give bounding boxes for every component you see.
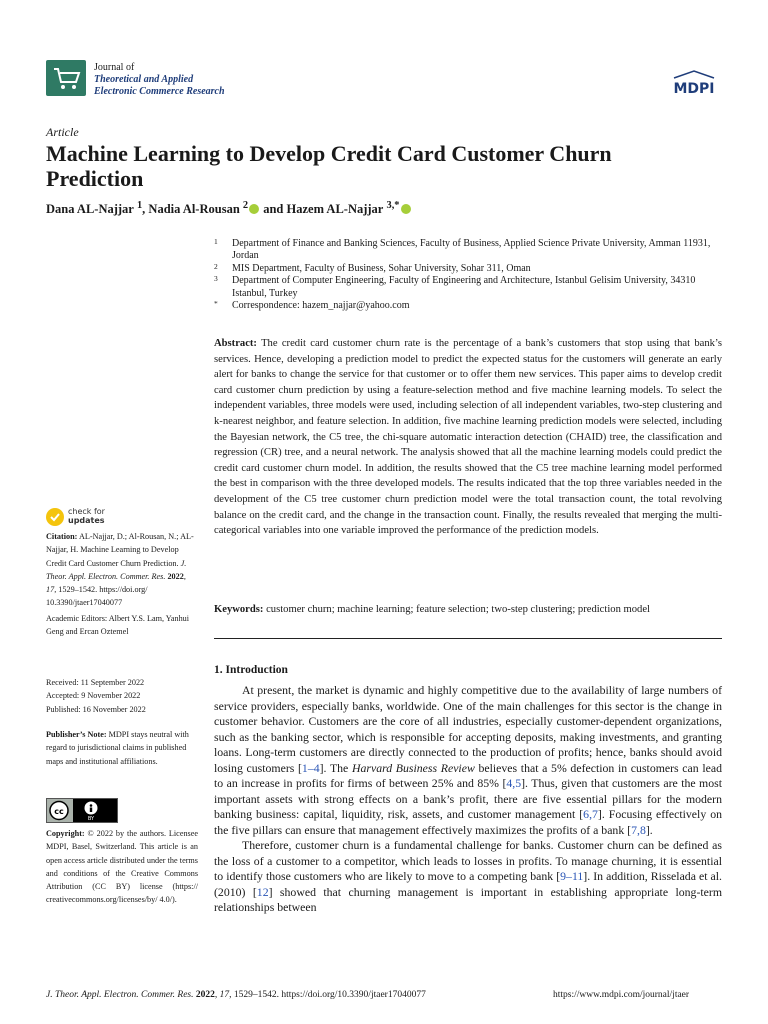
correspondence-text: Correspondence: hazem_najjar@yahoo.com <box>232 300 410 312</box>
accepted-date: Accepted: 9 November 2022 <box>46 691 141 701</box>
publication-dates <box>46 676 198 716</box>
check-for-updates-button[interactable] <box>68 507 105 525</box>
keywords <box>214 603 724 617</box>
keywords-text: customer churn; machine learning; feature selection; two-step clustering; prediction model <box>266 604 650 615</box>
publisher-note-text: MDPI stays neutral with regard to jurisdictional claims in published maps and institutional affiliations. <box>46 730 189 766</box>
paragraph-text: believes that a 5% defection in customers can lead to an increase in profits for firms of between 25% and 85% [ <box>214 760 722 790</box>
citation-doi[interactable]: , 1529–1542. https://doi.org/ 10.3390/jtaer17040077 <box>46 585 148 608</box>
copyright-label: Copyright: <box>46 829 85 838</box>
journal-name-line3: Electronic Commerce Research <box>94 86 225 97</box>
citation-volume: 17 <box>46 585 55 595</box>
citation-link[interactable]: 12 <box>256 884 269 899</box>
publisher-note <box>46 728 198 768</box>
orcid-icon[interactable] <box>249 204 259 214</box>
author-name: Hazem AL-Najjar <box>286 202 384 217</box>
article-title: Machine Learning to Develop Credit Card Customer Churn Prediction <box>46 141 612 191</box>
copyright-notice <box>46 827 198 907</box>
journal-name-line1: Journal of <box>94 62 135 73</box>
journal-logo <box>46 60 86 96</box>
received-date: Received: 11 September 2022 <box>46 678 145 687</box>
affiliation-item <box>214 300 724 312</box>
paragraph-text: ]. The <box>319 760 352 775</box>
footer-doi[interactable]: , 1529–1542. https://doi.org/10.3390/jtaer17040077 <box>229 990 426 1000</box>
paragraph-text: ]. <box>645 822 653 837</box>
paragraph <box>214 838 722 916</box>
footer-citation: J. Theor. Appl. Electron. Commer. Res. 2022, 17, 1529–1542. https://doi.org/10.3390/jtaer17040077 <box>46 990 426 1000</box>
citation-link[interactable]: 1–4 <box>301 760 320 775</box>
footer-journal-url[interactable]: https://www.mdpi.com/journal/jtaer <box>553 990 690 1000</box>
paragraph-text: ]. Focusing effectively on the five pillars can ensure that management effectively maximizes the profits of a bank [ <box>214 807 722 837</box>
intro-body <box>214 683 722 916</box>
paragraph-text: At present, the market is dynamic and highly competitive due to the availability of large numbers of service providers, especially banks, worldwide. One of the main challenges for this sector is the change in customer behavior. Customers are the core of all industries, especially customer-dependent organizations, such as the banking sector, which is responsible for accepting deposits, making investments, and granting loans. Long-term customers are directly connected to the production of profits; hence, banks should avoid losing customers [ <box>214 683 722 775</box>
citation-journal: J. Theor. Appl. Electron. Commer. Res. <box>46 558 187 581</box>
mdpi-logo-text: MDPI <box>673 81 715 97</box>
article-type: Article <box>46 125 79 139</box>
citation-label: Citation: <box>46 532 78 541</box>
affiliation-text: Department of Computer Engineering, Faculty of Engineering and Architecture, Istanbul Gelisim University, 34310 Istanbul, Turkey <box>232 275 696 299</box>
footer-year: 2022 <box>195 990 215 1000</box>
journal-name <box>94 62 225 98</box>
affiliation-item <box>214 275 724 300</box>
author-separator: , <box>142 202 149 217</box>
check-for-updates-line2: updates <box>68 516 105 525</box>
affiliation-item <box>214 238 724 263</box>
author-list <box>46 200 412 217</box>
paragraph-text: ] showed that churning management is important in establishing appropriate long-term relationships between <box>214 884 722 914</box>
section-divider <box>214 638 722 639</box>
abstract-text: The credit card customer churn rate is the percentage of a bank’s customers that stop using that bank’s services. Hence, developing a prediction model to predict the expected status for the customers will generate an early alert for banks to change the service for that customer or to offer them new services. This paper aims to develop credit card customer churn prediction by using a feature-selection method and five machine learning models. To select the independent variables, three models were used, including selection of all independent variables, two-step clustering and k-nearest neighbor, and feature selection. In addition, five machine learning prediction models were selected, including the Bayesian network, the C5 tree, the chi-square automatic interaction detection (CHAID) tree, the classification and regression (CR) tree, and a neural network. The analysis showed that all the machine learning models could predict the credit card customer churn model. In addition, the results showed that the C5 tree machine learning model performed the best in comparison with the three developed models. The results indicated that the top three variables needed in the development of the C5 tree customer churn prediction model were the total transaction count, the total revolving balance on the credit card, and the change in the transaction count. Finally, the results revealed that merging the multi-categorical variables into one variable improved the performance of the prediction models. <box>214 338 722 537</box>
citation-link[interactable]: 7,8 <box>631 822 646 837</box>
affiliation-number: * <box>214 299 218 309</box>
author-name: Nadia Al-Rousan <box>148 202 240 217</box>
citation-text: AL-Najjar, D.; Al-Rousan, N.; AL-Najjar, H. Machine Learning to Develop Credit Card Customer Churn Prediction. <box>46 532 194 568</box>
footer-volume: 17 <box>219 990 230 1000</box>
creative-commons-by-icon[interactable] <box>46 798 118 823</box>
citation-year: 2022 <box>167 571 184 581</box>
author-separator: and <box>260 202 287 217</box>
citation-link[interactable]: 9–11 <box>560 869 584 883</box>
section-heading: 1. Introduction <box>214 664 288 676</box>
footer-journal: J. Theor. Appl. Electron. Commer. Res. <box>46 990 194 1000</box>
italic-text: Harvard Business Review <box>351 760 475 775</box>
author-affil: 1 <box>136 200 143 211</box>
author-affil: 2 <box>242 200 249 211</box>
paragraph-text: Therefore, customer churn is a fundamental challenge for banks. Customer churn can be defined as the loss of a customer to a competitor, which leads to losses in profits. To manage churning, it is essential to identify those customers who are likely to move to a competing bank [ <box>214 838 722 883</box>
cc-badge-label: BY <box>87 816 95 822</box>
publisher-note-label: Publisher’s Note: <box>46 730 107 739</box>
svg-text:cc: cc <box>54 807 64 816</box>
mdpi-logo <box>668 70 720 98</box>
check-for-updates-icon[interactable] <box>46 508 64 526</box>
check-mark-icon <box>46 508 64 526</box>
copyright-text: © 2022 by the authors. Licensee MDPI, Basel, Switzerland. This article is an open access article distributed under the terms and conditions of the Creative Commons Attribution (CC BY) license (https:// creativecommons.org/licenses/by/ 4.0/). <box>46 829 198 905</box>
shopping-cart-icon <box>46 60 86 96</box>
affiliation-number: 3 <box>214 274 218 284</box>
affiliation-text: Department of Finance and Banking Sciences, Faculty of Business, Applied Science Private University, Amman 11931, Jordan <box>232 238 711 262</box>
published-date: Published: 16 November 2022 <box>46 704 146 714</box>
citation-link[interactable]: 4,5 <box>506 776 522 790</box>
citation-block: Citation: AL-Najjar, D.; Al-Rousan, N.; AL-Najjar, H. Machine Learning to Develop Credit Card Customer Churn Prediction. J. Theor. Appl. Electron. Commer. Res. 2022, 17, 1529–1542. https://doi.org/ 10.3390/jtaer17040077 <box>46 532 194 608</box>
abstract-label: Abstract: <box>214 338 257 349</box>
paragraph-text: ]. In addition, Risselada et al. (2010) [ <box>214 869 722 899</box>
check-for-updates-line1: check for <box>68 507 105 516</box>
affiliations <box>214 238 724 312</box>
paragraph-text: ]. Thus, given that customers are the most important assets with strong effects on a bank’s profit, there are five essential pillars for the modern banking business: capital, liquidity, risk, assets, and customer management [ <box>214 776 722 821</box>
abstract <box>214 336 722 539</box>
author-name: Dana AL-Najjar <box>46 202 134 217</box>
author-affil: 3,* <box>386 200 400 211</box>
citation-link[interactable]: 6,7 <box>583 807 598 821</box>
academic-editors: Academic Editors: Albert Y.S. Lam, Yanhui Geng and Ercan Oztemel <box>46 614 190 637</box>
journal-name-line2: Theoretical and Applied <box>94 74 194 85</box>
affiliation-number: 1 <box>214 237 218 246</box>
affiliation-text: MIS Department, Faculty of Business, Sohar University, Sohar 311, Oman <box>232 262 531 274</box>
paragraph <box>214 683 722 838</box>
affiliation-item <box>214 263 724 275</box>
orcid-icon[interactable] <box>401 204 411 214</box>
keywords-label: Keywords: <box>214 604 264 615</box>
affiliation-number: 2 <box>214 261 218 271</box>
